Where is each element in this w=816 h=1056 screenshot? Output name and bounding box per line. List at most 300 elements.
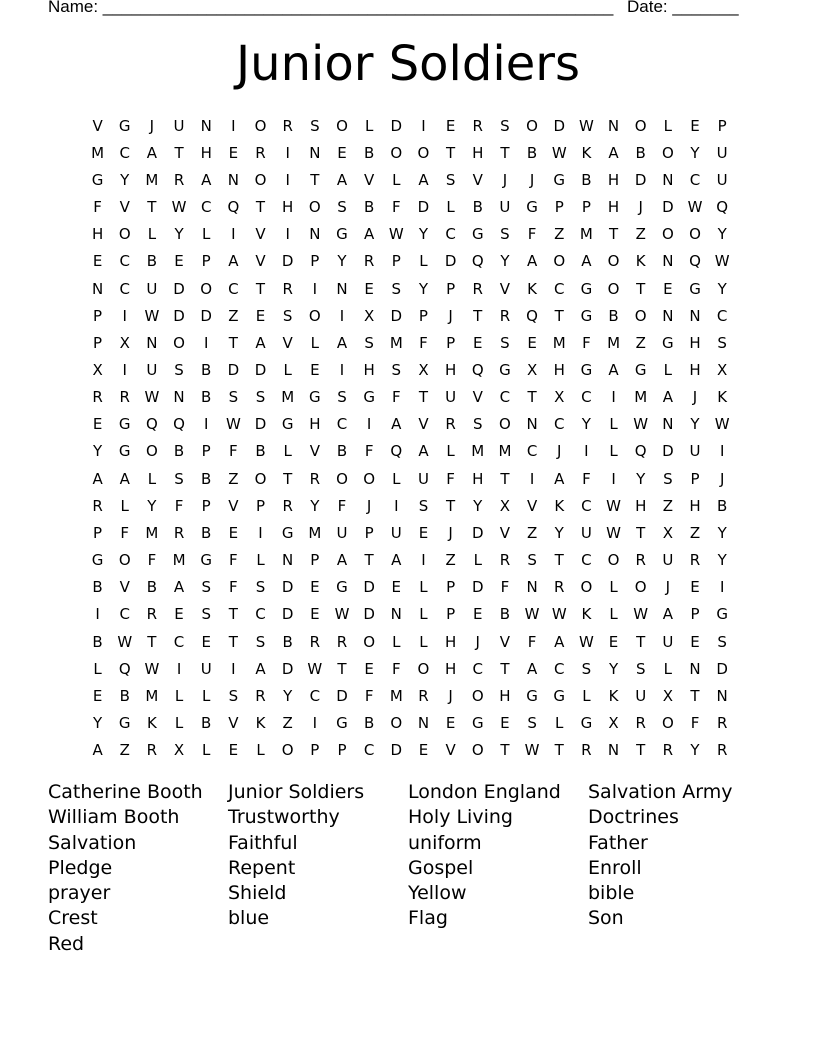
grid-letter: E [310, 360, 320, 379]
grid-letter: S [418, 496, 429, 515]
grid-letter: G [580, 360, 593, 379]
grid-letter: N [662, 306, 674, 325]
grid-letter: A [92, 741, 103, 760]
grid-letter: T [147, 198, 157, 217]
grid-letter: V [309, 442, 320, 461]
grid-letter: I [394, 496, 399, 515]
grid-letter: D [281, 252, 294, 271]
grid-letter: U [390, 523, 402, 542]
grid-letter: T [283, 469, 293, 488]
grid-letter: E [608, 632, 619, 651]
grid-letter: Z [228, 306, 239, 325]
grid-letter: Z [554, 225, 565, 244]
grid-letter: U [662, 632, 674, 651]
grid-letter: M [145, 523, 159, 542]
grid-letter: D [471, 578, 484, 597]
grid-letter: R [716, 741, 728, 760]
grid-letter: G [118, 116, 131, 135]
grid-letter: T [446, 143, 456, 162]
grid-letter: U [662, 551, 674, 570]
grid-letter: L [392, 170, 401, 189]
grid-letter: W [171, 198, 187, 217]
grid-letter: D [363, 605, 375, 624]
grid-letter: H [363, 360, 375, 379]
grid-letter: Y [174, 225, 184, 244]
word-bank-item: Red [48, 932, 85, 955]
grid-letter: V [282, 333, 293, 352]
grid-letter: C [716, 306, 728, 325]
grid-letter: B [255, 442, 266, 461]
grid-letter: Z [635, 225, 646, 244]
word-bank-item: Repent [228, 856, 296, 879]
grid-letter: Y [92, 714, 103, 733]
grid-letter: A [608, 143, 619, 162]
grid-letter: R [146, 605, 158, 624]
grid-letter: H [472, 469, 484, 488]
grid-letter: C [363, 741, 375, 760]
grid-letter: O [499, 415, 511, 434]
grid-letter: R [499, 551, 511, 570]
grid-letter: L [283, 442, 292, 461]
grid-letter: T [554, 741, 564, 760]
grid-letter: T [500, 741, 510, 760]
grid-letter: Z [689, 523, 701, 542]
grid-letter: F [229, 551, 238, 570]
grid-letter: G [499, 360, 511, 379]
word-bank-item: Crest [48, 907, 98, 930]
grid-letter: T [310, 170, 320, 189]
grid-letter: S [717, 632, 727, 651]
grid-letter: A [336, 333, 348, 352]
grid-letter: E [92, 252, 103, 271]
grid-letter: D [444, 252, 457, 271]
grid-letter: F [364, 686, 374, 705]
grid-letter: Q [471, 360, 484, 379]
grid-letter: W [687, 198, 703, 217]
grid-letter: S [364, 333, 374, 352]
word-bank-item: Doctrines [588, 806, 679, 829]
grid-letter: E [500, 714, 510, 733]
word-bank-item: Pledge [48, 856, 113, 879]
grid-letter: G [91, 551, 104, 570]
grid-letter: L [174, 714, 184, 733]
grid-letter: S [310, 116, 320, 135]
grid-letter: J [475, 632, 480, 651]
grid-letter: Y [147, 496, 157, 515]
grid-letter: I [122, 360, 127, 379]
grid-letter: T [473, 306, 483, 325]
grid-letter: G [634, 360, 647, 379]
grid-letter: N [526, 578, 538, 597]
grid-letter: Y [92, 442, 103, 461]
grid-letter: W [714, 415, 730, 434]
grid-letter: G [553, 686, 566, 705]
letter-grid [84, 112, 736, 764]
grid-letter: G [336, 714, 348, 733]
grid-letter: J [366, 496, 372, 515]
grid-letter: E [174, 252, 184, 271]
grid-letter: T [554, 306, 564, 325]
grid-letter: K [554, 496, 565, 515]
grid-letter: V [119, 578, 130, 597]
grid-letter: A [146, 143, 158, 162]
grid-letter: C [119, 252, 130, 271]
grid-letter: G [471, 714, 484, 733]
grid-letter: T [527, 388, 537, 407]
grid-letter: V [255, 225, 266, 244]
grid-letter: B [146, 252, 158, 271]
grid-letter: N [526, 415, 538, 434]
grid-letter: E [337, 143, 347, 162]
grid-letter: C [309, 686, 321, 705]
grid-letter: O [417, 659, 430, 678]
grid-letter: O [308, 198, 321, 217]
grid-letter: T [147, 632, 157, 651]
grid-letter: A [201, 170, 212, 189]
page-title: Junior Soldiers [236, 36, 580, 92]
grid-letter: F [337, 496, 347, 515]
grid-letter: B [201, 360, 212, 379]
grid-letter: D [200, 306, 212, 325]
grid-letter: R [662, 741, 674, 760]
grid-letter: G [200, 551, 213, 570]
grid-letter: X [499, 496, 511, 515]
grid-letter: C [553, 415, 565, 434]
grid-letter: G [580, 306, 593, 325]
word-bank-item: London England [408, 781, 561, 803]
grid-letter: W [117, 632, 133, 651]
grid-letter: S [527, 551, 537, 570]
grid-letter: U [173, 116, 185, 135]
grid-letter: D [173, 306, 185, 325]
grid-letter: Y [717, 523, 727, 542]
grid-letter: L [663, 116, 673, 135]
grid-letter: P [310, 741, 320, 760]
grid-letter: G [689, 279, 701, 298]
grid-letter: J [665, 578, 671, 597]
grid-letter: F [527, 632, 537, 651]
word-bank-item: blue [228, 907, 270, 930]
grid-letter: S [174, 360, 184, 379]
grid-letter: E [228, 741, 239, 760]
grid-letter: W [144, 388, 160, 407]
grid-letter: Y [500, 252, 510, 271]
grid-letter: D [390, 741, 403, 760]
grid-letter: P [717, 116, 727, 135]
grid-letter: T [500, 469, 510, 488]
grid-letter: R [173, 523, 185, 542]
grid-letter: I [611, 469, 616, 488]
grid-letter: Z [662, 496, 673, 515]
grid-letter: R [499, 306, 511, 325]
grid-letter: I [285, 225, 290, 244]
grid-letter: C [499, 388, 511, 407]
grid-letter: W [606, 496, 621, 515]
grid-letter: R [445, 415, 456, 434]
grid-letter: Y [717, 551, 727, 570]
grid-letter: B [92, 632, 103, 651]
grid-letter: B [201, 469, 212, 488]
grid-letter: C [689, 170, 701, 189]
grid-letter: V [472, 170, 483, 189]
grid-letter: T [337, 659, 347, 678]
grid-letter: K [255, 714, 266, 733]
grid-letter: V [119, 198, 130, 217]
word-bank-item: prayer [48, 882, 111, 905]
date-field-label: Date: _______ [627, 0, 739, 16]
grid-letter: E [255, 306, 266, 325]
grid-letter: T [228, 333, 238, 352]
grid-letter: G [580, 279, 593, 298]
grid-letter: Z [282, 714, 293, 733]
grid-letter: Z [119, 741, 130, 760]
grid-letter: Y [337, 252, 347, 271]
grid-letter: J [638, 198, 643, 217]
grid-letter: T [418, 388, 429, 407]
grid-letter: L [446, 198, 455, 217]
grid-letter: P [554, 198, 564, 217]
grid-letter: G [118, 442, 131, 461]
grid-letter: D [471, 523, 484, 542]
grid-letter: I [285, 170, 290, 189]
grid-letter: A [526, 252, 538, 271]
word-bank-item: Son [588, 907, 624, 930]
grid-letter: A [418, 442, 429, 461]
grid-letter: R [554, 578, 565, 597]
grid-letter: P [93, 333, 103, 352]
grid-letter: I [258, 523, 263, 542]
grid-letter: S [228, 388, 239, 407]
grid-letter: E [445, 116, 456, 135]
grid-letter: N [662, 252, 674, 271]
grid-letter: D [173, 279, 185, 298]
grid-letter: W [307, 659, 323, 678]
grid-letter: A [173, 578, 185, 597]
grid-letter: L [256, 551, 265, 570]
grid-letter: B [526, 143, 538, 162]
grid-letter: V [92, 116, 103, 135]
grid-letter: F [364, 442, 374, 461]
grid-letter: K [146, 714, 157, 733]
grid-letter: F [147, 551, 157, 570]
grid-letter: L [446, 442, 455, 461]
grid-letter: L [202, 686, 211, 705]
grid-letter: N [309, 225, 321, 244]
grid-letter: G [471, 225, 484, 244]
grid-letter: P [690, 605, 700, 624]
grid-letter: C [581, 551, 592, 570]
grid-letter: O [254, 116, 267, 135]
grid-letter: F [690, 714, 700, 733]
grid-letter: X [364, 306, 375, 325]
grid-letter: E [364, 659, 374, 678]
grid-letter: T [690, 686, 700, 705]
grid-letter: P [418, 306, 428, 325]
grid-letter: I [231, 659, 236, 678]
grid-letter: T [636, 741, 646, 760]
grid-letter: B [146, 578, 158, 597]
grid-letter: Q [227, 198, 240, 217]
grid-letter: T [255, 279, 266, 298]
grid-letter: W [714, 252, 730, 271]
grid-letter: A [119, 469, 130, 488]
grid-letter: G [363, 388, 375, 407]
grid-letter: O [417, 143, 430, 162]
grid-letter: V [445, 741, 456, 760]
grid-letter: E [473, 333, 483, 352]
grid-letter: N [607, 741, 620, 760]
grid-letter: I [719, 442, 725, 461]
grid-letter: I [339, 360, 345, 379]
grid-letter: E [174, 605, 184, 624]
grid-letter: B [119, 686, 130, 705]
grid-letter: W [633, 605, 649, 624]
grid-letter: S [717, 333, 727, 352]
grid-letter: Q [173, 415, 185, 434]
grid-letter: O [336, 469, 348, 488]
grid-letter: W [144, 659, 160, 678]
grid-letter: L [473, 551, 482, 570]
grid-letter: V [364, 170, 375, 189]
grid-letter: D [553, 116, 566, 135]
grid-letter: B [472, 198, 483, 217]
grid-letter: E [690, 578, 700, 597]
grid-letter: A [554, 469, 565, 488]
grid-letter: P [364, 523, 374, 542]
grid-letter: G [336, 225, 348, 244]
grid-letter: E [391, 578, 402, 597]
grid-letter: T [636, 279, 646, 298]
grid-letter: N [390, 605, 402, 624]
grid-letter: D [281, 578, 294, 597]
grid-letter: I [366, 415, 372, 434]
grid-letter: D [390, 116, 403, 135]
grid-letter: P [391, 252, 401, 271]
grid-letter: M [579, 225, 593, 244]
grid-letter: G [716, 605, 728, 624]
word-bank-item: Gospel [408, 856, 474, 879]
grid-letter: C [445, 225, 456, 244]
grid-letter: Y [120, 170, 130, 189]
name-field-label: Name: ______________________________________________________ [48, 0, 614, 16]
grid-letter: X [526, 360, 538, 379]
grid-letter: P [310, 551, 320, 570]
grid-letter: Y [690, 143, 700, 162]
grid-letter: Q [145, 415, 158, 434]
grid-letter: A [554, 632, 565, 651]
grid-letter: F [229, 578, 238, 597]
grid-letter: K [581, 605, 592, 624]
grid-letter: I [611, 388, 616, 407]
grid-letter: R [472, 116, 483, 135]
grid-letter: X [662, 686, 673, 705]
grid-letter: D [336, 686, 348, 705]
grid-letter: K [717, 388, 728, 407]
grid-letter: N [173, 388, 185, 407]
grid-letter: T [228, 632, 238, 651]
grid-letter: S [445, 170, 456, 189]
grid-letter: Q [118, 659, 131, 678]
word-bank-item: William Booth [48, 806, 180, 829]
grid-letter: X [418, 360, 429, 379]
grid-letter: V [499, 632, 511, 651]
grid-letter: P [446, 333, 456, 352]
grid-letter: W [633, 415, 649, 434]
grid-letter: Y [418, 279, 429, 298]
grid-letter: N [716, 686, 728, 705]
grid-letter: C [255, 605, 266, 624]
grid-letter: Y [717, 225, 727, 244]
grid-letter: Y [690, 415, 700, 434]
grid-letter: O [689, 225, 701, 244]
grid-letter: R [309, 632, 321, 651]
grid-letter: G [281, 523, 294, 542]
grid-letter: E [310, 578, 320, 597]
grid-letter: S [500, 225, 510, 244]
grid-letter: L [147, 469, 157, 488]
grid-letter: R [92, 496, 103, 515]
grid-letter: F [391, 388, 401, 407]
grid-letter: R [119, 388, 130, 407]
grid-letter: V [526, 496, 538, 515]
grid-letter: G [309, 388, 321, 407]
grid-letter: S [255, 388, 266, 407]
grid-letter: O [254, 469, 267, 488]
grid-letter: R [282, 279, 293, 298]
grid-letter: M [389, 686, 403, 705]
grid-letter: G [91, 170, 104, 189]
grid-letter: V [228, 496, 239, 515]
grid-letter: U [445, 388, 457, 407]
grid-letter: T [636, 632, 646, 651]
grid-letter: H [200, 143, 212, 162]
grid-letter: F [93, 198, 102, 217]
grid-letter: I [231, 116, 236, 135]
grid-letter: U [580, 523, 592, 542]
grid-letter: O [634, 306, 647, 325]
grid-letter: W [578, 632, 594, 651]
grid-letter: M [607, 333, 621, 352]
grid-letter: W [551, 605, 567, 624]
grid-letter: Y [717, 279, 727, 298]
grid-letter: W [144, 306, 160, 325]
grid-letter: L [419, 252, 428, 271]
grid-letter: H [689, 496, 701, 515]
grid-letter: L [609, 578, 618, 597]
grid-letter: I [421, 116, 426, 135]
grid-letter: U [716, 143, 728, 162]
grid-letter: C [200, 198, 212, 217]
grid-letter: I [203, 333, 209, 352]
grid-letter: Y [636, 469, 646, 488]
word-bank-item: Father [588, 831, 648, 854]
grid-letter: S [255, 578, 266, 597]
grid-letter: Y [473, 496, 483, 515]
grid-letter: J [557, 442, 562, 461]
grid-letter: Z [228, 469, 239, 488]
grid-letter: J [502, 170, 508, 189]
grid-letter: N [689, 659, 701, 678]
grid-letter: O [661, 225, 674, 244]
grid-letter: W [225, 415, 241, 434]
grid-letter: E [364, 279, 374, 298]
grid-letter: M [145, 686, 159, 705]
grid-letter: A [662, 388, 673, 407]
grid-letter: F [419, 333, 428, 352]
grid-letter: F [229, 442, 238, 461]
grid-letter: V [228, 714, 239, 733]
grid-letter: O [607, 279, 620, 298]
